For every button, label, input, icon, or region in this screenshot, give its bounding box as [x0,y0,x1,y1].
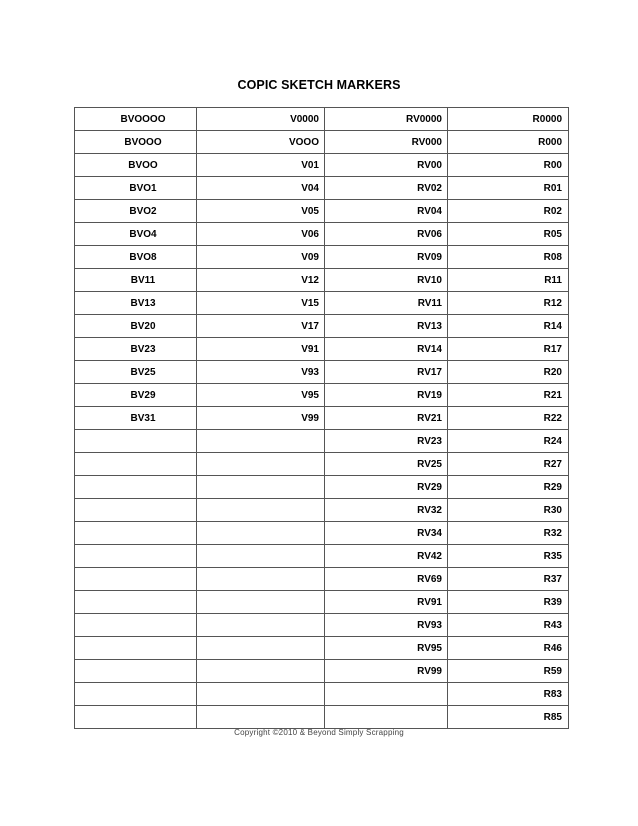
marker-code: R24 [543,435,562,447]
marker-code: V06 [301,228,319,240]
table-row [75,108,569,131]
marker-code: RV29 [417,481,442,493]
marker-cell [448,591,569,614]
marker-cell [448,453,569,476]
marker-code: RV02 [417,182,442,194]
marker-code: R35 [543,550,562,562]
marker-cell [448,108,569,131]
marker-cell [325,200,448,223]
marker-cell [448,499,569,522]
marker-cell [325,384,448,407]
marker-cell [197,407,325,430]
marker-code: BVOOO [124,136,162,148]
marker-code: V17 [301,320,319,332]
marker-code: R000 [538,136,562,148]
marker-cell [75,177,197,200]
marker-code: RV25 [417,458,442,470]
marker-cell [75,637,197,660]
marker-code: RV19 [417,389,442,401]
marker-code: BVO4 [129,228,157,240]
marker-cell [448,660,569,683]
marker-cell [197,131,325,154]
marker-code: RV11 [417,297,442,309]
marker-code: R08 [543,251,562,263]
marker-code: V93 [301,366,319,378]
table-row [75,545,569,568]
marker-cell [448,338,569,361]
marker-cell [75,683,197,706]
marker-cell [448,200,569,223]
marker-code: RV32 [417,504,442,516]
marker-code: BV31 [130,412,156,424]
marker-code: R0000 [532,113,562,125]
marker-cell [197,545,325,568]
marker-code: BV20 [130,320,156,332]
marker-cell [75,614,197,637]
table-row [75,568,569,591]
marker-cell [75,660,197,683]
marker-code: R21 [543,389,562,401]
marker-cell [448,315,569,338]
marker-cell [325,407,448,430]
marker-cell [325,660,448,683]
table-row [75,683,569,706]
marker-cell [197,706,325,729]
marker-code: VOOO [288,136,319,148]
marker-cell [325,315,448,338]
table-row [75,292,569,315]
marker-code: R17 [543,343,562,355]
marker-cell [448,131,569,154]
marker-cell [448,407,569,430]
marker-table-body [75,108,569,729]
marker-code: V99 [301,412,319,424]
marker-code: BV11 [130,274,156,286]
marker-cell [448,430,569,453]
table-row [75,499,569,522]
marker-code: V04 [301,182,319,194]
table-row [75,200,569,223]
marker-cell [75,545,197,568]
table-row [75,246,569,269]
marker-cell [197,591,325,614]
marker-cell [75,154,197,177]
marker-cell [325,706,448,729]
marker-code: R20 [543,366,562,378]
marker-cell [75,591,197,614]
marker-cell [325,338,448,361]
marker-code: V91 [301,343,319,355]
marker-code: RV34 [417,527,442,539]
marker-cell [325,453,448,476]
table-row [75,614,569,637]
marker-code: BV23 [130,343,156,355]
table-row [75,453,569,476]
marker-cell [448,269,569,292]
marker-code: RV06 [417,228,442,240]
marker-cell [197,177,325,200]
marker-code: V0000 [290,113,319,125]
marker-code: V15 [301,297,319,309]
marker-cell [325,292,448,315]
marker-code: RV99 [417,665,442,677]
marker-cell [197,476,325,499]
marker-cell [197,522,325,545]
marker-cell [448,522,569,545]
marker-cell [448,292,569,315]
marker-cell [197,338,325,361]
marker-code: BVOOOO [120,113,166,125]
marker-code: RV95 [417,642,442,654]
marker-code: RV14 [417,343,442,355]
table-row [75,315,569,338]
table-row [75,269,569,292]
marker-cell [325,269,448,292]
marker-code: R12 [543,297,562,309]
marker-cell [75,453,197,476]
marker-code: R02 [543,205,562,217]
marker-code: RV17 [417,366,442,378]
marker-code: BVOO [128,159,158,171]
marker-cell [75,246,197,269]
marker-code: R30 [543,504,562,516]
table-row [75,706,569,729]
marker-code: R59 [543,665,562,677]
marker-code: RV10 [417,274,442,286]
marker-cell [448,637,569,660]
marker-code: V09 [301,251,319,263]
marker-cell [197,614,325,637]
marker-code: RV93 [417,619,442,631]
marker-cell [197,384,325,407]
marker-code: RV04 [417,205,442,217]
table-row [75,637,569,660]
marker-cell [448,246,569,269]
marker-code: BV13 [130,297,156,309]
marker-code: R14 [543,320,562,332]
marker-cell [325,614,448,637]
marker-cell [325,683,448,706]
table-row [75,131,569,154]
marker-code: RV09 [417,251,442,263]
marker-cell [75,223,197,246]
marker-code: R22 [543,412,562,424]
table-row [75,154,569,177]
marker-cell [75,499,197,522]
marker-cell [197,315,325,338]
marker-code: R11 [544,274,562,286]
marker-cell [325,522,448,545]
marker-cell [325,568,448,591]
marker-code: RV00 [417,159,442,171]
marker-code: RV13 [417,320,442,332]
marker-code: RV69 [417,573,442,585]
marker-code: R39 [543,596,562,608]
marker-cell [197,683,325,706]
marker-cell [448,384,569,407]
marker-cell [325,177,448,200]
marker-code: V05 [301,205,319,217]
marker-cell [75,200,197,223]
table-row [75,384,569,407]
marker-cell [75,384,197,407]
marker-cell [197,361,325,384]
table-row [75,361,569,384]
marker-cell [75,522,197,545]
marker-cell [197,269,325,292]
marker-code: R83 [543,688,562,700]
marker-cell [325,476,448,499]
marker-cell [448,154,569,177]
marker-code: RV42 [417,550,442,562]
marker-code: R29 [543,481,562,493]
marker-cell [448,177,569,200]
marker-cell [75,430,197,453]
marker-code: V95 [301,389,319,401]
marker-code: R27 [543,458,562,470]
marker-cell [197,223,325,246]
marker-cell [325,637,448,660]
marker-cell [325,131,448,154]
marker-cell [325,591,448,614]
marker-cell [448,683,569,706]
marker-cell [325,108,448,131]
marker-cell [197,430,325,453]
marker-cell [75,361,197,384]
marker-cell [325,246,448,269]
table-row [75,223,569,246]
marker-cell [197,108,325,131]
table-row [75,476,569,499]
marker-cell [325,430,448,453]
marker-cell [325,154,448,177]
marker-cell [448,545,569,568]
marker-cell [197,200,325,223]
marker-cell [197,499,325,522]
table-row [75,338,569,361]
marker-cell [75,292,197,315]
table-row [75,177,569,200]
marker-cell [197,637,325,660]
marker-code: BV25 [130,366,156,378]
marker-cell [75,315,197,338]
table-row [75,522,569,545]
marker-cell [325,545,448,568]
marker-cell [75,476,197,499]
marker-code: RV23 [417,435,442,447]
marker-code: R37 [543,573,562,585]
marker-cell [75,407,197,430]
marker-code: BVO8 [129,251,157,263]
marker-code: R05 [543,228,562,240]
marker-cell [75,108,197,131]
marker-code: BVO2 [129,205,157,217]
marker-code: BVO1 [129,182,157,194]
page-title: COPIC SKETCH MARKERS [237,78,401,92]
table-row [75,430,569,453]
marker-cell [197,154,325,177]
marker-cell [448,476,569,499]
marker-code: RV21 [417,412,442,424]
marker-cell [197,568,325,591]
marker-cell [197,292,325,315]
marker-cell [197,246,325,269]
marker-cell [325,499,448,522]
copyright-notice: Copyright ©2010 & Beyond Simply Scrapping [234,728,404,737]
table-row [75,591,569,614]
marker-code: R00 [543,159,562,171]
marker-code: RV0000 [406,113,442,125]
marker-cell [75,568,197,591]
marker-cell [197,453,325,476]
marker-cell [325,223,448,246]
marker-code: R01 [543,182,562,194]
marker-cell [75,269,197,292]
marker-cell [197,660,325,683]
marker-cell [448,614,569,637]
marker-table [74,107,569,729]
marker-cell [325,361,448,384]
marker-code: V01 [301,159,319,171]
marker-cell [75,706,197,729]
marker-cell [75,338,197,361]
marker-code: R85 [543,711,562,723]
marker-cell [448,568,569,591]
marker-code: RV91 [417,596,442,608]
table-row [75,660,569,683]
marker-cell [448,361,569,384]
marker-code: BV29 [130,389,156,401]
marker-cell [448,223,569,246]
table-row [75,407,569,430]
marker-code: R32 [543,527,562,539]
marker-code: V12 [301,274,319,286]
marker-code: R46 [543,642,562,654]
marker-cell [75,131,197,154]
marker-code: R43 [543,619,562,631]
marker-cell [448,706,569,729]
marker-code: RV000 [411,136,442,148]
